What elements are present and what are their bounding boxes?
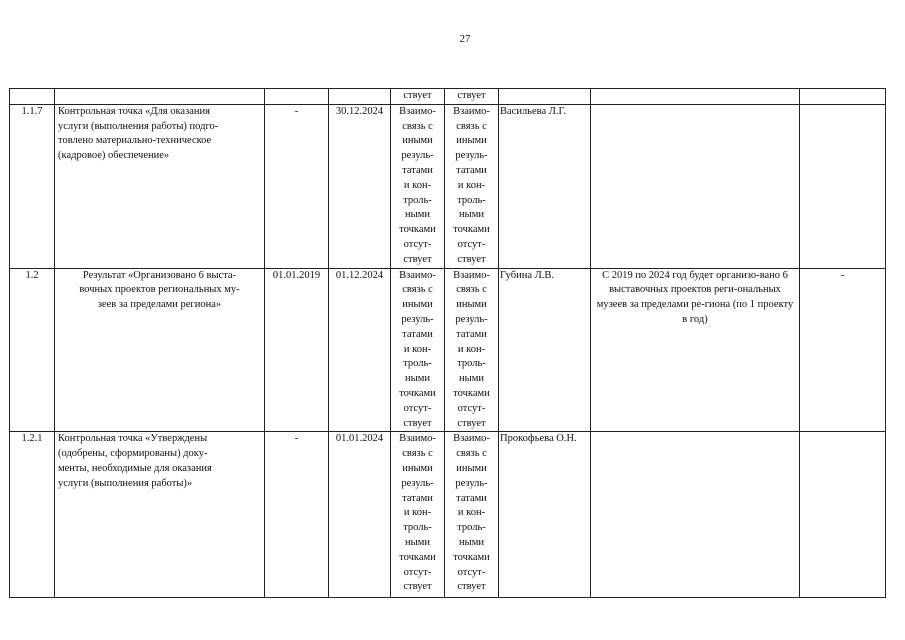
cell-line: татами: [402, 492, 433, 504]
cell-line: троль-: [403, 358, 432, 370]
cell-line: отсут-: [457, 402, 486, 414]
task-name: [55, 268, 265, 432]
cell-line: точками: [399, 387, 436, 399]
cell-line: связь с: [402, 120, 433, 132]
cell-line: и кон-: [457, 343, 486, 355]
cell-line: зеев за пределами региона»: [97, 299, 222, 311]
task-name: [55, 104, 265, 268]
relation-previous-cell: [391, 268, 445, 432]
relation-next-cell: [445, 268, 499, 432]
extra-column: -: [800, 268, 886, 432]
result-description: [591, 268, 800, 432]
cell-line: точками: [399, 551, 436, 563]
cell-line: Взаимо-: [453, 105, 490, 117]
cell-line: услуги (выполнения работы)»: [58, 477, 193, 489]
cell-line: точками: [399, 224, 436, 236]
relation-previous-cell: [391, 432, 445, 598]
result-description: [591, 104, 800, 268]
cell-line: иными: [456, 135, 487, 147]
cell-line: троль-: [457, 358, 486, 370]
cell-line: ствует: [457, 253, 486, 265]
cell-line: резуль-: [401, 477, 434, 489]
relation-next-cell: ствует: [445, 89, 499, 105]
cell-line: иными: [456, 299, 487, 311]
cell-line: ствует: [457, 417, 486, 429]
cell-line: троль-: [457, 522, 486, 534]
start-date: -: [265, 432, 329, 598]
cell-line: Контрольная точка «Утверждены: [58, 433, 208, 445]
cell-line: ствует: [403, 417, 432, 429]
cell-line: точками: [453, 551, 490, 563]
cell-line: иными: [402, 462, 433, 474]
cell-line: ствует: [457, 581, 486, 593]
cell-line: татами: [456, 328, 487, 340]
cell-line: резуль-: [455, 477, 488, 489]
end-date: 01.01.2024: [329, 432, 391, 598]
relation-next-cell: [445, 432, 499, 598]
relation-next-cell: [445, 104, 499, 268]
cell-line: троль-: [457, 194, 486, 206]
extra-column: [800, 432, 886, 598]
cell-line: резуль-: [455, 150, 488, 162]
cell-line: связь с: [456, 448, 487, 460]
cell-line: отсут-: [457, 238, 486, 250]
cell-line: татами: [402, 328, 433, 340]
cell-line: Взаимо-: [399, 433, 436, 445]
relation-previous-cell: ствует: [391, 89, 445, 105]
cell-line: резуль-: [455, 313, 488, 325]
cell-line: ными: [405, 536, 430, 548]
cell-line: Взаимо-: [453, 433, 490, 445]
page-number: 27: [459, 33, 471, 45]
cell-line: татами: [402, 164, 433, 176]
cell-line: Контрольная точка «Для оказания: [58, 105, 210, 117]
cell-line: ональных музеев за пределами ре-: [596, 284, 781, 311]
table-row: [10, 104, 886, 268]
start-date: -: [265, 104, 329, 268]
table-row: [10, 268, 886, 432]
responsible-person: Васильева Л.Г.: [499, 104, 591, 268]
cell-line: резуль-: [401, 313, 434, 325]
result-description: [591, 432, 800, 598]
cell-line: отсут-: [403, 238, 432, 250]
table-row-continuation: [10, 89, 886, 105]
cell-line: отсут-: [403, 566, 432, 578]
row-number: 1.1.7: [10, 104, 55, 268]
cell-line: и кон-: [403, 507, 432, 519]
cell-line: услуги (выполнения работы) подго-: [58, 120, 219, 132]
cell-line: Результат «Организовано 6 выста-: [82, 269, 237, 281]
table-row: [10, 432, 886, 598]
row-number: 1.2: [10, 268, 55, 432]
task-name: [55, 432, 265, 598]
cell-line: менты, необходимые для оказания: [58, 462, 212, 474]
cell-line: и кон-: [403, 343, 432, 355]
cell-line: (одобрены, сформированы) доку-: [58, 448, 208, 460]
cell-line: товлено материально-техническое: [58, 135, 212, 147]
row-number: 1.2.1: [10, 432, 55, 598]
cell-line: ными: [459, 209, 484, 221]
cell-line: (кадровое) обеспечение»: [58, 150, 170, 162]
cell-line: ными: [405, 209, 430, 221]
cell-line: иными: [402, 299, 433, 311]
cell-line: вочных проектов региональных му-: [79, 284, 240, 296]
cell-line: связь с: [402, 284, 433, 296]
cell-line: и кон-: [457, 507, 486, 519]
cell-line: резуль-: [401, 150, 434, 162]
cell-line: точками: [453, 387, 490, 399]
cell-line: и кон-: [457, 179, 486, 191]
cell-line: иными: [456, 462, 487, 474]
cell-line: связь с: [456, 284, 487, 296]
cell-line: гиона (по 1 проекту в год): [682, 299, 794, 325]
cell-line: ствует: [403, 581, 432, 593]
responsible-person: Губина Л.В.: [499, 268, 591, 432]
end-date: 01.12.2024: [329, 268, 391, 432]
cell-line: вано 6 выставочных проектов реги-: [609, 269, 788, 296]
cell-line: точками: [453, 224, 490, 236]
cell-line: Взаимо-: [399, 269, 436, 281]
cell-line: отсут-: [403, 402, 432, 414]
cell-line: С 2019 по 2024 год будет организо-: [602, 269, 760, 281]
relation-previous-cell: [391, 104, 445, 268]
cell-line: связь с: [456, 120, 487, 132]
cell-line: Взаимо-: [399, 105, 436, 117]
cell-line: ными: [459, 536, 484, 548]
cell-line: троль-: [403, 194, 432, 206]
cell-line: троль-: [403, 522, 432, 534]
cell-line: ствует: [403, 253, 432, 265]
cell-line: иными: [402, 135, 433, 147]
cell-line: отсут-: [457, 566, 486, 578]
start-date: 01.01.2019: [265, 268, 329, 432]
cell-line: и кон-: [403, 179, 432, 191]
cell-line: татами: [456, 492, 487, 504]
cell-line: ными: [459, 373, 484, 385]
project-plan-table: [9, 88, 886, 598]
cell-line: Взаимо-: [453, 269, 490, 281]
extra-column: [800, 104, 886, 268]
responsible-person: Прокофьева О.Н.: [499, 432, 591, 598]
end-date: 30.12.2024: [329, 104, 391, 268]
cell-line: ными: [405, 373, 430, 385]
cell-line: татами: [456, 164, 487, 176]
cell-line: связь с: [402, 448, 433, 460]
